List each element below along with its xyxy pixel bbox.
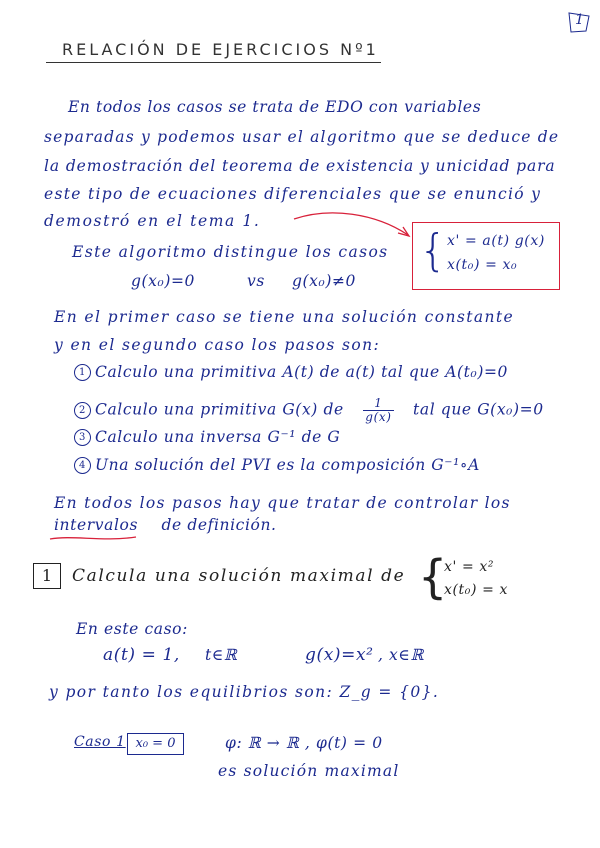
step-1 xyxy=(74,363,508,381)
exercise-brace-glyph: { xyxy=(418,550,448,604)
cases-line-1: En el primer caso se tiene una solución constante xyxy=(54,308,515,326)
fraction-numerator: 1 xyxy=(363,397,393,411)
step-text: Una solución del PVI es la composición G⁻¹∘A xyxy=(95,456,480,474)
title-underline xyxy=(46,62,381,63)
step-number: 4 xyxy=(74,457,91,474)
equilibria-line: y por tanto los equilibrios son: Z_g = {0}. xyxy=(49,683,440,701)
case-intro: En este caso: xyxy=(76,620,188,638)
intro-line-5: demostró en el tema 1. xyxy=(44,212,261,230)
page-title: RELACIÓN DE EJERCICIOS Nº1 xyxy=(62,40,379,59)
intro-line-4: este tipo de ecuaciones diferenciales que se enunció y xyxy=(44,185,542,203)
step-text: Calculo una inversa G⁻¹ de G xyxy=(95,428,341,446)
case-a: g(x₀)=0 xyxy=(131,272,196,290)
def-g-domain: , x∈ℝ xyxy=(378,646,424,664)
algo-line: Este algoritmo distingue los casos xyxy=(72,243,389,261)
case-b: g(x₀)≠0 xyxy=(292,272,357,290)
step-number: 3 xyxy=(74,429,91,446)
step-number: 2 xyxy=(74,402,91,419)
step-text-2: tal que G(x₀)=0 xyxy=(413,400,544,419)
fraction xyxy=(363,397,393,424)
cases-line-2: y en el segundo caso los pasos son: xyxy=(54,336,381,354)
intro-line-2: separadas y podemos usar el algoritmo que se deduce de xyxy=(44,128,560,146)
def-a: a(t) = 1, xyxy=(103,645,180,665)
system-eq-1: x' = a(t) g(x) xyxy=(447,233,545,249)
def-g: g(x)=x² xyxy=(305,645,374,665)
phi-definition: φ: ℝ → ℝ , φ(t) = 0 xyxy=(225,734,383,752)
control-line-2 xyxy=(54,516,277,534)
system-eq-2: x(t₀) = x₀ xyxy=(447,257,518,273)
intro-line-3: la demostración del teorema de existencia y unicidad para xyxy=(44,157,556,175)
control-line-1: En todos los pasos hay que tratar de controlar los xyxy=(54,494,511,512)
exercise-text: Calcula una solución maximal de xyxy=(72,566,406,586)
page-number: 1 xyxy=(575,12,584,28)
exercise-eq-2: x(t₀) = x xyxy=(444,582,508,598)
step-2 xyxy=(74,397,544,424)
page-number-badge xyxy=(566,10,592,34)
step-3 xyxy=(74,428,340,446)
definition-word: de definición. xyxy=(161,516,277,534)
vs-label: vs xyxy=(247,272,265,290)
red-arrow-icon xyxy=(290,205,415,245)
step-4 xyxy=(74,456,480,474)
def-a-domain: t∈ℝ xyxy=(205,646,238,664)
brace-glyph: { xyxy=(419,225,447,276)
caso1-label: Caso 1 xyxy=(74,734,126,750)
intervals-underlined xyxy=(54,516,144,534)
step-text: Calculo una primitiva G(x) de xyxy=(95,400,344,419)
intervals-word: intervalos xyxy=(54,516,138,534)
intro-line-1: En todos los casos se trata de EDO con variables xyxy=(68,98,482,116)
fraction-denominator: g(x) xyxy=(365,410,392,424)
exercise-eq-1: x' = x² xyxy=(444,559,495,575)
caso1-box: x₀ = 0 xyxy=(127,733,184,755)
exercise-number-box: 1 xyxy=(33,563,61,589)
step-text: Calculo una primitiva A(t) de a(t) tal que A(t₀)=0 xyxy=(95,363,509,381)
step-number: 1 xyxy=(74,364,91,381)
red-underline-icon xyxy=(48,533,138,543)
phi-solution: es solución maximal xyxy=(218,762,400,780)
ode-system-box xyxy=(412,222,560,290)
